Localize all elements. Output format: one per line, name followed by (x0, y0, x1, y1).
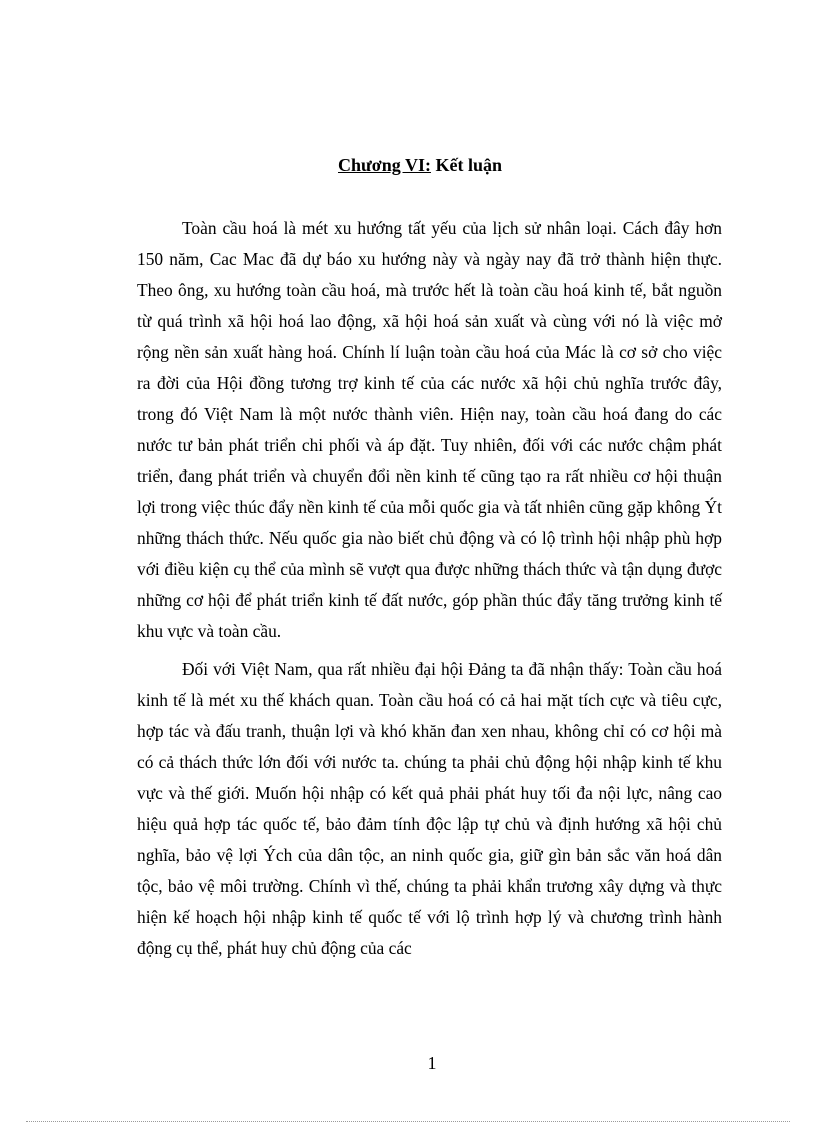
page-number: 1 (427, 1053, 437, 1073)
page-bottom-divider (26, 1121, 790, 1122)
chapter-title (0, 155, 816, 176)
body-text (137, 213, 722, 964)
chapter-number: Chương VI: (338, 155, 431, 175)
paragraph-globalization: Toàn cầu hoá là mét xu hướng tất yếu của lịch sử nhân loại. Cách đây hơn 150 năm, Cac Mac đã dự báo xu hướng này và ngày nay đã trở thành hiện thực. Theo ông, xu hướng toàn cầu hoá, mà trước hết là toàn cầu hoá kinh tế, bắt nguồn từ quá trình xã hội hoá lao động, xã hội hoá sản xuất và cùng với nó là việc mở rộng nền sản xuất hàng hoá. Chính lí luận toàn cầu hoá của Mác là cơ sở cho việc ra đời của Hội đồng tương trợ kinh tế của các nước xã hội chủ nghĩa trước đây, trong đó Việt Nam là một nước thành viên. Hiện nay, toàn cầu hoá đang do các nước tư bản phát triển chi phối và áp đặt. Tuy nhiên, đối với các nước chậm phát triển, đang phát triển và chuyển đổi nền kinh tế cũng tạo ra rất nhiều cơ hội thuận lợi trong việc thúc đẩy nền kinh tế của mỗi quốc gia và tất nhiên cũng gặp không Ýt những thách thức. Nếu quốc gia nào biết chủ động và có lộ trình hội nhập phù hợp với điều kiện cụ thể của mình sẽ vượt qua được những thách thức và tận dụng được những cơ hội để phát triển kinh tế đất nước, góp phần thúc đẩy tăng trưởng kinh tế khu vực và toàn cầu. (137, 218, 722, 641)
chapter-name: Kết luận (430, 155, 502, 175)
paragraph-vietnam: Đối với Việt Nam, qua rất nhiều đại hội Đảng ta đã nhận thấy: Toàn cầu hoá kinh tế là mét xu thế khách quan. Toàn cầu hoá có cả hai mặt tích cực và tiêu cực, hợp tác và đấu tranh, thuận lợi và khó khăn đan xen nhau, không chỉ có cơ hội mà có cả thách thức lớn đối với nước ta. chúng ta phải chủ động hội nhập kinh tế khu vực và thế giới. Muốn hội nhập có kết quả phải phát huy tối đa nội lực, nâng cao hiệu quả hợp tác quốc tế, bảo đảm tính độc lập tự chủ và định hướng xã hội chủ nghĩa, bảo vệ lợi Ých của dân tộc, an ninh quốc gia, giữ gìn bản sắc văn hoá dân tộc, bảo vệ môi trường. Chính vì thế, chúng ta phải khẩn trương xây dựng và thực hiện kế hoạch hội nhập kinh tế quốc tế với lộ trình hợp lý và chương trình hành động cụ thể, phát huy chủ động của các (137, 659, 722, 958)
